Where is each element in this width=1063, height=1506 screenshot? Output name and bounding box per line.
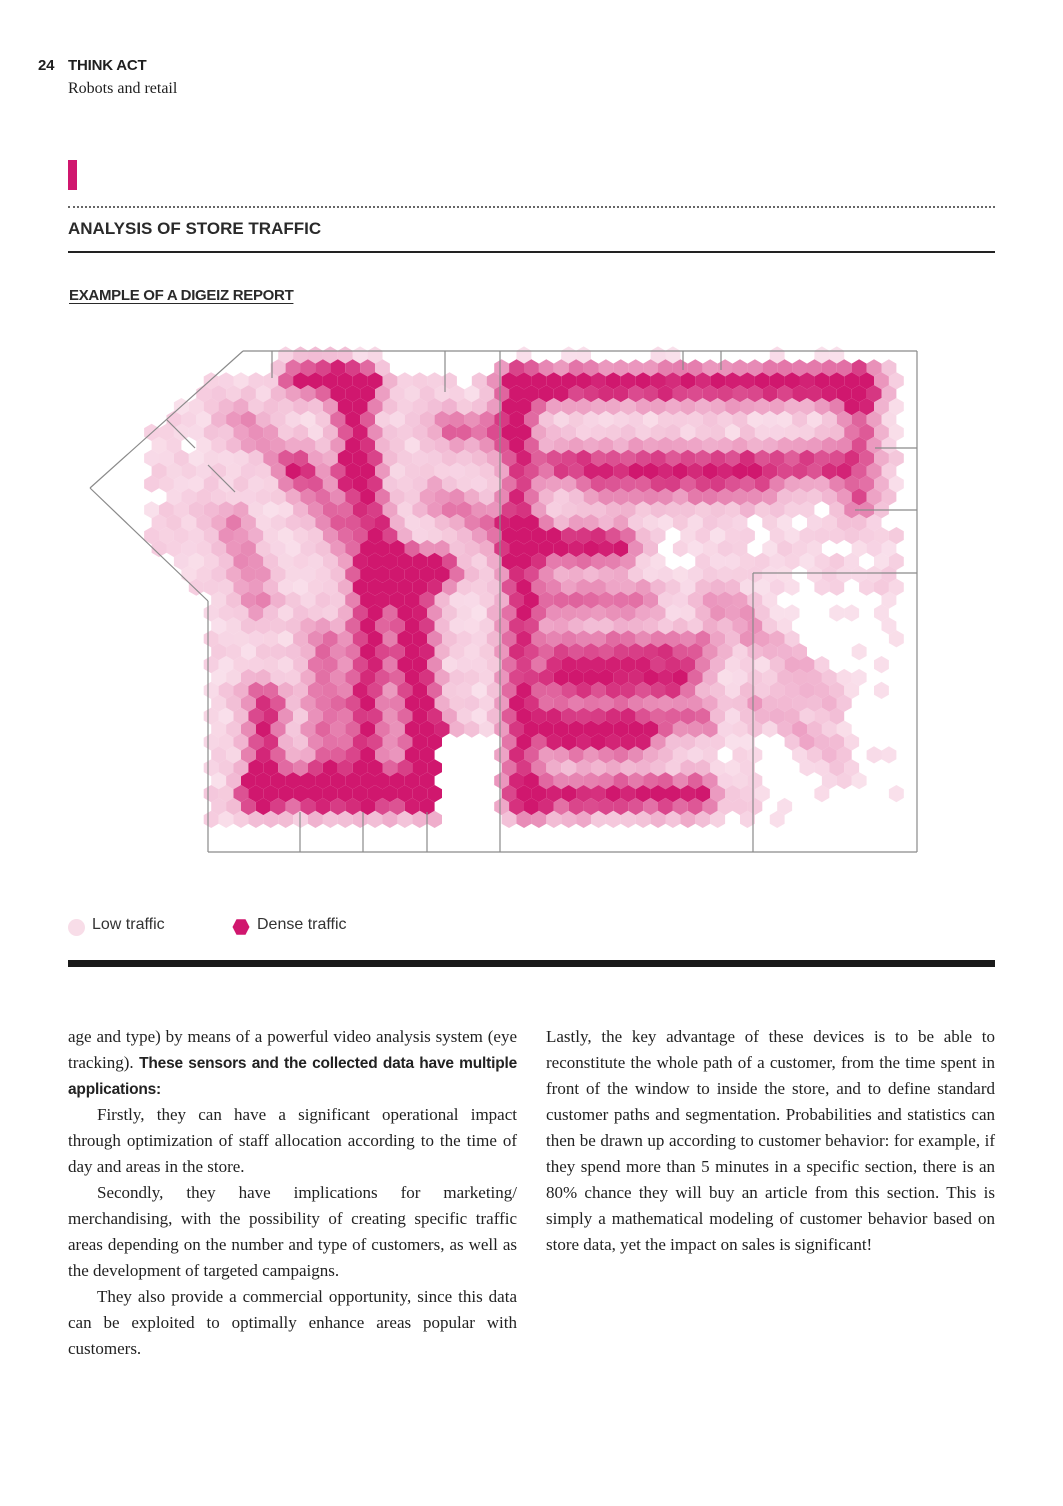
store-traffic-heatmap (80, 340, 930, 860)
section-rule (68, 251, 995, 253)
paragraph: Secondly, they have implications for marketing/ merchandising, with the possibility of creating specific traffic areas depending on the number and type of customers, as well as the development of targeted campaigns. (68, 1183, 517, 1280)
dense-traffic-swatch (232, 918, 250, 936)
page-number: 24 (38, 57, 55, 74)
heat-hex (844, 604, 859, 621)
paragraph-text: age and type) by means of a powerful video analysis system (eye tracking). (68, 1027, 517, 1072)
heat-hex (874, 682, 889, 699)
paragraph (68, 1024, 517, 1102)
heat-hex (874, 656, 889, 673)
section-title: ANALYSIS OF STORE TRAFFIC (68, 219, 322, 238)
legend-low-traffic: Low traffic (92, 916, 165, 933)
paragraph: They also provide a commercial opportunity, since this data can be exploited to optimally enhance areas popular with customers. (68, 1287, 517, 1358)
heat-hex (852, 643, 867, 660)
publication-brand: THINK ACT (68, 57, 147, 74)
heat-hex (889, 785, 904, 802)
body-column-right (546, 1024, 995, 1258)
dotted-divider (68, 206, 995, 208)
paragraph: Lastly, the key advantage of these devices is to be able to reconstitute the whole path of a customer, from the time spent in front of the window to inside the store, and to define standard customer paths and segmentation. Probabilities and statistics can then be drawn up according to customer behavior: for example, if they spend more than 5 minutes in a specific section, there is an 80% chance they will buy an article from this section. This is simply a mathematical modeling of customer behavior based on store data, yet the impact on sales is significant! (546, 1027, 995, 1254)
accent-bar (68, 160, 77, 190)
publication-subtitle: Robots and retail (68, 80, 178, 97)
heat-hex (867, 746, 882, 763)
heavy-rule (68, 960, 995, 967)
heat-hex (882, 746, 897, 763)
body-column-left (68, 1024, 517, 1362)
legend-dense-traffic: Dense traffic (257, 916, 347, 933)
heat-hexes (144, 346, 904, 828)
paragraph: Firstly, they can have a significant operational impact through optimization of staff allocation according to the time of day and areas in the store. (68, 1105, 517, 1176)
low-traffic-swatch (68, 919, 85, 936)
heat-hex (829, 604, 844, 621)
figure-title: EXAMPLE OF A DIGEIZ REPORT (69, 287, 294, 304)
bold-statement: These sensors and the collected data have multiple applications: (68, 1055, 517, 1098)
